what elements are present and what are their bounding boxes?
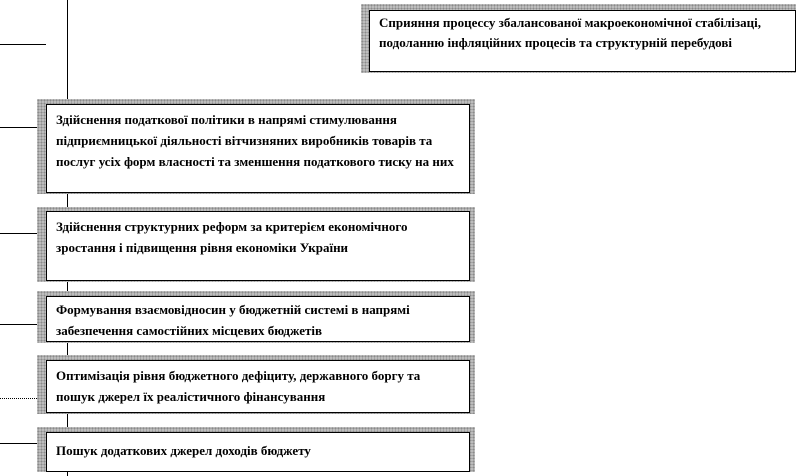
connector-line-4 — [0, 324, 37, 325]
diagram-box-1 — [369, 10, 796, 72]
diagram-box-4-text: Формування взаємовідносин у бюджетній системі в напрямі забезпечення самостійних місцевих бюджетів — [56, 302, 410, 338]
diagram-box-5-text: Оптимізація рівня бюджетного дефіциту, державного боргу та пошук джерел їх реалістичного фінансування — [56, 368, 421, 404]
connector-line-6 — [0, 443, 37, 444]
diagram-box-2-text: Здійснення податкової політики в напрямі стимулювання підприємницької діяльності вітчизняних виробників товарів та послуг усіх форм власності та зменшення податкового тиску на них — [56, 112, 454, 169]
connector-line-5 — [0, 398, 37, 399]
diagram-box-3-text: Здійснення структурних реформ за критерієм економічного зростання і підвищення рівня економіки України — [56, 219, 408, 255]
connector-line-3 — [0, 233, 37, 234]
diagram-box-3 — [46, 211, 470, 281]
diagram-box-2 — [46, 104, 470, 193]
connector-line-1 — [0, 44, 46, 45]
diagram-box-1-text: Сприяння процессу збалансованої макроекономічної стабілізаці, подоланню інфляційних процесів та структурній перебудові — [379, 15, 761, 50]
diagram-box-4 — [46, 296, 470, 342]
connector-line-2 — [0, 127, 37, 128]
diagram-box-6-text: Пошук додаткових джерел доходів бюджету — [56, 443, 311, 458]
diagram-box-5 — [46, 360, 470, 413]
diagram-box-6 — [46, 432, 470, 472]
